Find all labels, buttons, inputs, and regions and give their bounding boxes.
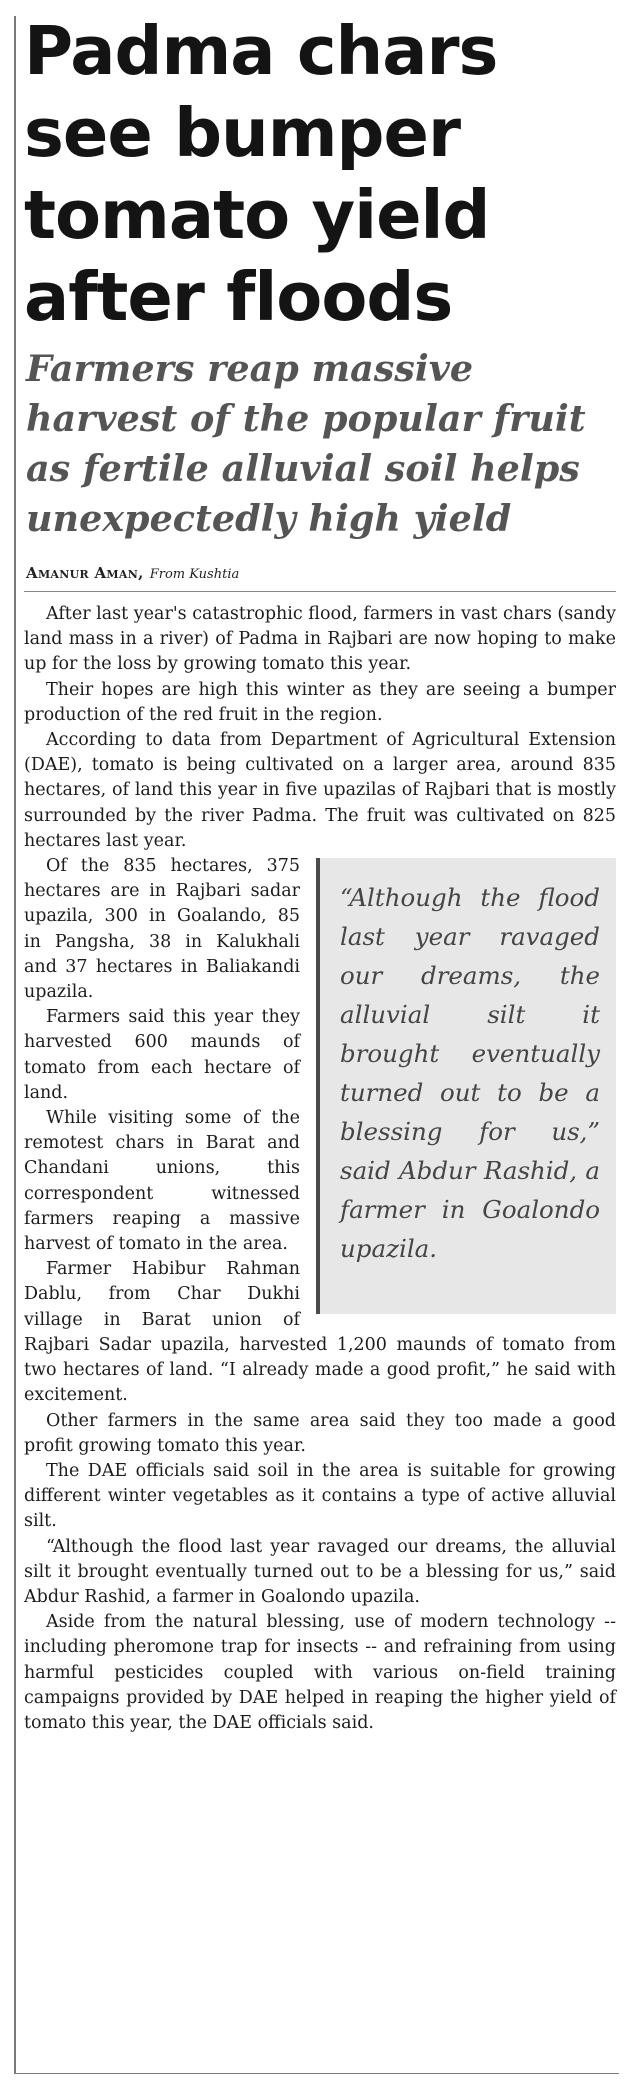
byline bbox=[26, 564, 616, 582]
body-paragraph: After last year's catastrophic flood, farmers in vast chars (sandy land mass in a river) of Padma in Rajbari are now hoping to make up for the loss by growing tomato this year. bbox=[24, 604, 616, 675]
headline: Padma chars see bumper tomato yield after floods bbox=[24, 12, 498, 336]
body-paragraph: Their hopes are high this winter as they are seeing a bumper production of the red fruit in the region. bbox=[24, 679, 616, 725]
bottom-column-rule bbox=[14, 2073, 619, 2074]
byline-divider bbox=[24, 591, 616, 592]
body-paragraph: The DAE officials said soil in the area is suitable for growing different winter vegetables as it contains a type of active alluvial silt. bbox=[24, 1460, 616, 1532]
body-paragraph: Of the 835 hectares, 375 hectares are in Rajbari sadar upazila, 300 in Goalando, 85 in Pangsha, 38 in Kalukhali and 37 hectares in Baliakandi upazila. bbox=[24, 856, 300, 1003]
body-paragraph: Other farmers in the same area said they too made a good profit growing tomato this year. bbox=[24, 1410, 616, 1456]
article-body bbox=[24, 602, 616, 1736]
body-paragraph: While visiting some of the remotest chars in Barat and Chandani unions, this correspondent witnessed farmers reaping a massive harvest of tomato in the area. bbox=[24, 1108, 300, 1255]
body-paragraph: “Although the flood last year ravaged our dreams, the alluvial silt it brought eventually turned out to be a blessing for us,” said Abdur Rashid, a farmer in Goalondo upazila. bbox=[24, 1536, 616, 1607]
pull-quote: “Although the flood last year ravaged our dreams, the alluvial silt it brought eventually turned out to be a blessing for us,” said Abdur Rashid, a farmer in Goalondo upazila. bbox=[316, 858, 616, 1314]
body-paragraph: Farmers said this year they harvested 600 maunds of tomato from each hectare of land. bbox=[24, 1007, 300, 1103]
byline-author: Amanur Aman, bbox=[26, 564, 144, 582]
news-article bbox=[24, 10, 616, 1736]
body-paragraph: Farmer Habibur Rahman Dablu, from Char Dukhi village in Barat union of Rajbari Sadar upazila, harvested 1,200 maunds of tomato from two hectares of land. “I already made a good profit,” he said with excitement. bbox=[24, 1259, 616, 1406]
left-column-rule bbox=[14, 16, 16, 2074]
body-paragraph: Aside from the natural blessing, use of modern technology -- including pheromone trap for insects -- and refraining from using harmful pesticides coupled with various on-field training campaigns provided by DAE helped in reaping the higher yield of tomato this year, the DAE officials said. bbox=[24, 1612, 616, 1733]
deck-subheadline: Farmers reap massive harvest of the popular fruit as fertile alluvial soil helps unexpectedly high yield bbox=[26, 347, 586, 540]
body-paragraph: According to data from Department of Agricultural Extension (DAE), tomato is being cultivated on a larger area, around 835 hectares, of land this year in five upazilas of Rajbari that is mostly surrounded by the river Padma. The fruit was cultivated on 825 hectares last year. bbox=[24, 730, 616, 851]
byline-location: From Kushtia bbox=[149, 567, 240, 582]
